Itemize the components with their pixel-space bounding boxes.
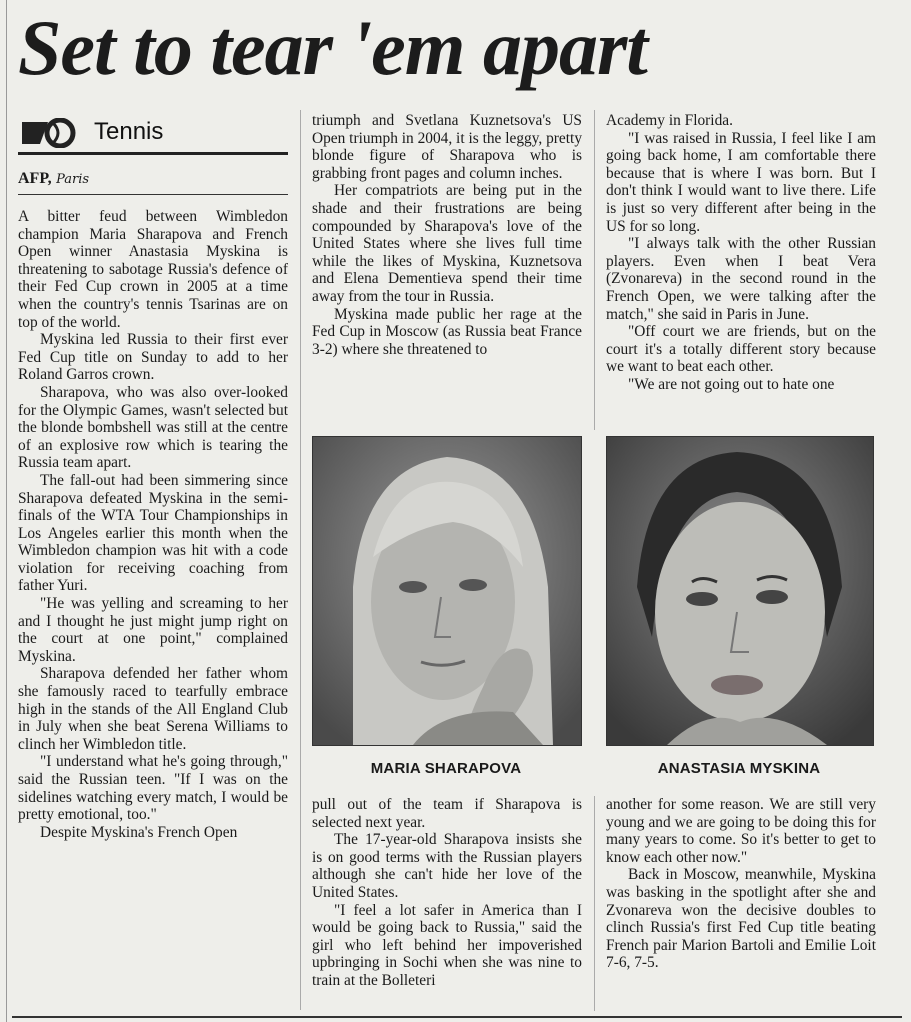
photo-myskina	[606, 436, 874, 746]
paragraph: Academy in Florida.	[606, 112, 733, 129]
section-label: Tennis	[94, 118, 164, 145]
portrait-image	[607, 437, 873, 745]
article-column-3-bottom	[606, 796, 876, 1011]
paragraph: "I always talk with the other Russian players. Even when I beat Vera (Zvonareva) in the second round in the French Open, we were talking after the match," she said in Paris in June.	[606, 235, 876, 323]
paragraph: Despite Myskina's French Open	[40, 823, 238, 841]
byline-agency: AFP,	[18, 170, 52, 187]
page-edge-rule	[6, 0, 7, 1022]
photo-caption-sharapova: MARIA SHARAPOVA	[370, 760, 522, 777]
paragraph: Sharapova, who was also over-looked for the Olympic Games, wasn't selected but the blonde bombshell was still at the centre of an explosive row which is tearing the Russia team apart.	[18, 383, 288, 472]
paragraph: The fall-out had been simmering since Sharapova defeated Myskina in the semi-finals of the WTA Tour Championships in Los Angeles earlier this month when the Wimbledon champion was hit with a code violation for receiving coaching from father Yuri.	[18, 471, 288, 595]
byline	[18, 170, 288, 195]
paragraph: Sharapova defended her father whom she famously raced to tearfully embrace high in the stands of the All England Club in July when she beat Serena Williams to clinch her Wimbledon title.	[18, 665, 288, 753]
paragraph: triumph and Svetlana Kuznetsova's US Open triumph in 2004, it is the leggy, pretty blonde figure of Sharapova who is grabbing front pages and column inches.	[312, 112, 583, 182]
paragraph: pull out of the team if Sharapova is selected next year.	[312, 796, 582, 831]
section-header	[18, 116, 288, 155]
paragraph: "We are not going out to hate one	[628, 375, 835, 393]
article-column-1	[18, 208, 288, 1008]
photo-caption-myskina: ANASTASIA MYSKINA	[657, 760, 821, 777]
column-divider	[594, 110, 595, 430]
paragraph: "I feel a lot safer in America than I would be going back to Russia," said the girl who left behind her impoverished upbringing in Sochi when she was nine to train at the Bolleteri	[312, 901, 582, 989]
paragraph: "I was raised in Russia, I feel like I am going back home, I am comfortable there because that is where I was born. But I don't think I would want to live there. Life is just so very different after being in the US for so long.	[606, 129, 876, 235]
portrait-image	[313, 437, 581, 745]
paragraph: "He was yelling and screaming to her and I thought he just might jump right on the court at one point," complained Myskina.	[18, 595, 288, 665]
article-column-3-top	[606, 112, 876, 430]
paragraph: Myskina led Russia to their first ever Fed Cup title on Sunday to add to her Roland Garros crown.	[18, 331, 288, 384]
paragraph: A bitter feud between Wimbledon champion Maria Sharapova and French Open winner Anastasia Myskina is threatening to sabotage Russia's defence of their Fed Cup crown in 2005 at a time when the country's tennis Tsarinas are on top of the world.	[18, 208, 288, 331]
paragraph: Myskina made public her rage at the Fed Cup in Moscow (as Russia beat France 3-2) where she threatened to	[312, 305, 582, 358]
column-divider	[300, 110, 301, 1010]
byline-city: Paris	[56, 172, 90, 187]
paragraph: "Off court we are friends, but on the court it's a totally different story because we want to beat each other.	[606, 323, 876, 376]
article-column-2-top	[312, 112, 582, 430]
paragraph: The 17-year-old Sharapova insists she is on good terms with the Russian players although she can't hide her love of the United States.	[312, 831, 582, 901]
paragraph: Back in Moscow, meanwhile, Myskina was basking in the spotlight after she and Zvonareva won the decisive doubles to clinch Russia's first Fed Cup title beating French pair Marion Bartoli and Emilie Loit 7-6, 7-5.	[606, 866, 876, 972]
paragraph: Her compatriots are being put in the shade and their frustrations are being compounded by Sharapova's love of the United States where she lives full time while the likes of Myskina, Kuznetsova and Elena Dementieva spend their time away from the tour in Russia.	[312, 182, 582, 305]
paragraph: another for some reason. We are still very young and we are going to be doing this for many years to come. So it's better to get to know each other now."	[606, 796, 876, 866]
headline: Set to tear 'em apart	[18, 4, 647, 91]
column-divider	[594, 796, 595, 1011]
article-column-2-bottom	[312, 796, 582, 1011]
paragraph: "I understand what he's going through," said the Russian teen. "If I was on the sidelines watching every match, I would be pretty emotional, too."	[18, 753, 288, 824]
photo-sharapova	[312, 436, 582, 746]
tennis-ball-icon	[18, 118, 90, 148]
bottom-rule	[12, 1016, 902, 1018]
